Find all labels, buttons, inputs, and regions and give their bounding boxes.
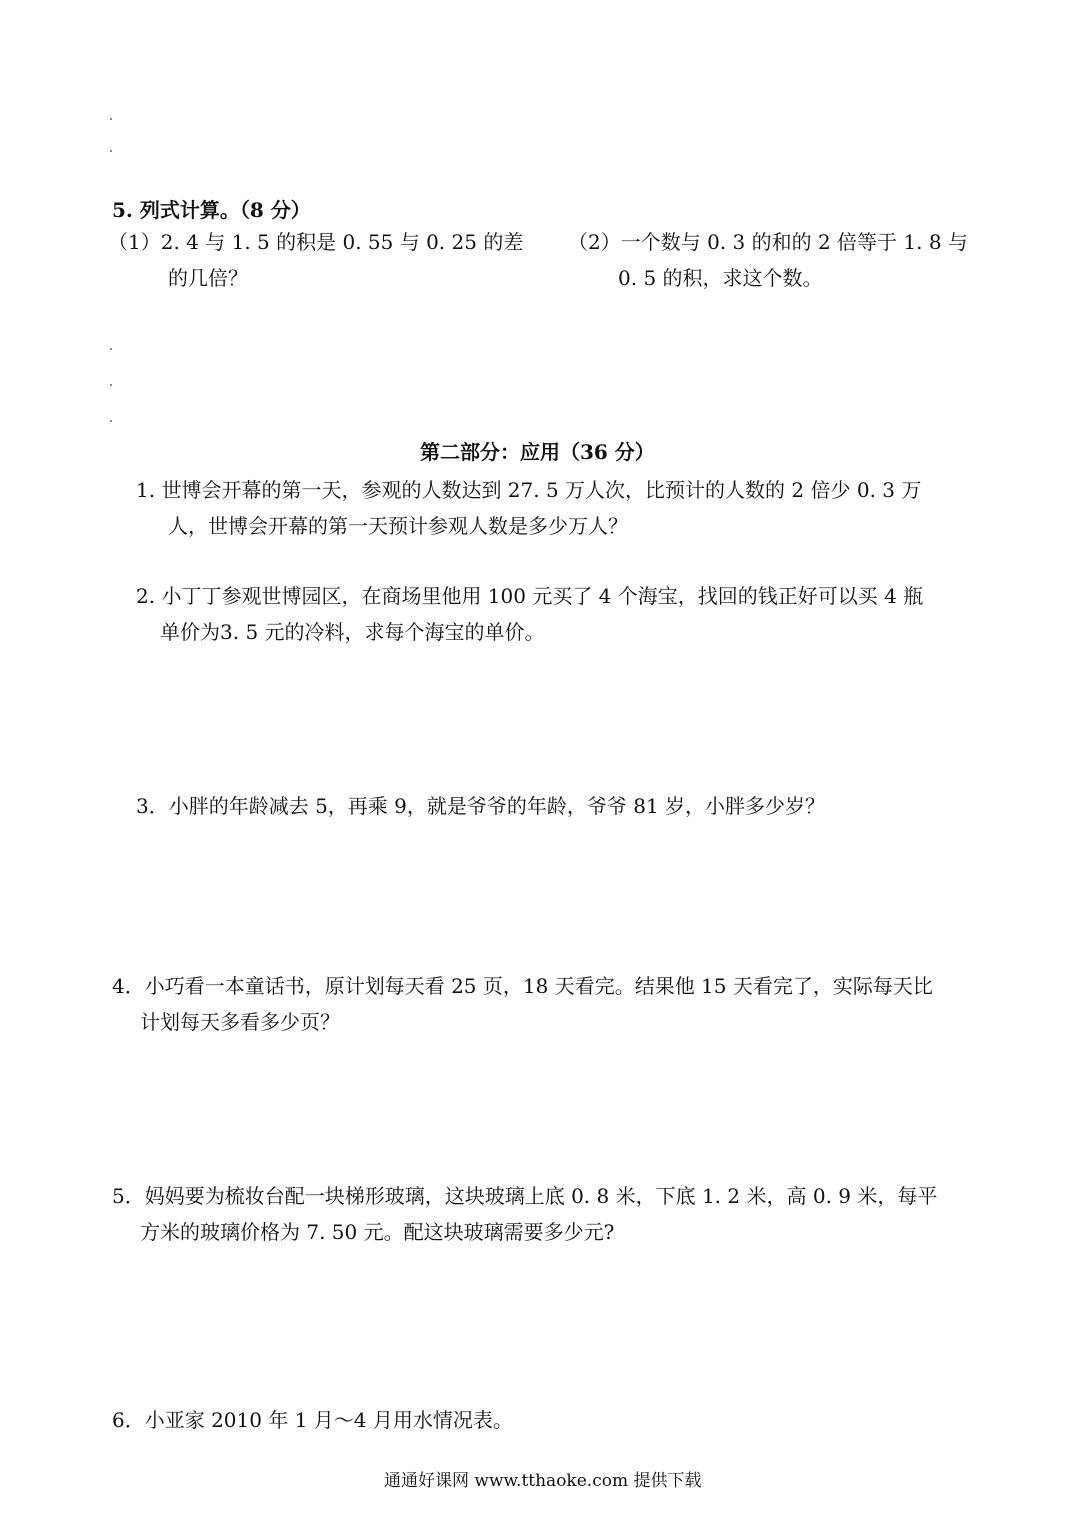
problem-2-line1: 2. 小丁丁参观世博园区，在商场里他用 100 元买了 4 个海宝，找回的钱正好可以买 4 瓶 — [136, 584, 924, 608]
scan-mark — [110, 384, 112, 386]
section5-title: 5. 列式计算。（8 分） — [112, 198, 311, 222]
scan-mark — [110, 420, 112, 422]
problem-5-line1: 5．妈妈要为梳妆台配一块梯形玻璃，这块玻璃上底 0. 8 米，下底 1. 2 米，高 0. 9 米，每平 — [112, 1184, 938, 1208]
problem-1-line1: 1. 世博会开幕的第一天，参观的人数达到 27. 5 万人次，比预计的人数的 2 倍少 0. 3 万 — [136, 478, 922, 502]
problem-6-line1: 6．小亚家 2010 年 1 月～4 月用水情况表。 — [112, 1408, 513, 1432]
problem-4-line2: 计划每天多看多少页？ — [140, 1010, 340, 1034]
problem-1-line2: 人，世博会开幕的第一天预计参观人数是多少万人？ — [168, 514, 628, 538]
scan-mark — [110, 348, 112, 350]
problem-2-line2: 单价为3. 5 元的冷料，求每个海宝的单价。 — [160, 620, 545, 644]
footer-credit: 通通好课网 www.tthaoke.com 提供下载 — [384, 1471, 702, 1491]
section5-q2-line2: 0. 5 的积，求这个数。 — [618, 266, 823, 290]
scan-mark — [110, 150, 112, 152]
scan-mark — [110, 118, 112, 120]
section5-q1-line2: 的几倍？ — [168, 266, 248, 290]
part2-title: 第二部分：应用（36 分） — [420, 440, 655, 464]
problem-4-line1: 4．小巧看一本童话书，原计划每天看 25 页，18 天看完。结果他 15 天看完了，实际每天比 — [112, 974, 933, 998]
problem-5-line2: 方米的玻璃价格为 7. 50 元。配这块玻璃需要多少元? — [140, 1220, 615, 1244]
section5-q1-line1: （1）2. 4 与 1. 5 的积是 0. 55 与 0. 25 的差 — [108, 230, 524, 254]
problem-3-line1: 3．小胖的年龄减去 5，再乘 9，就是爷爷的年龄，爷爷 81 岁，小胖多少岁？ — [136, 794, 826, 818]
section5-q2-line1: （2）一个数与 0. 3 的和的 2 倍等于 1. 8 与 — [568, 230, 968, 254]
